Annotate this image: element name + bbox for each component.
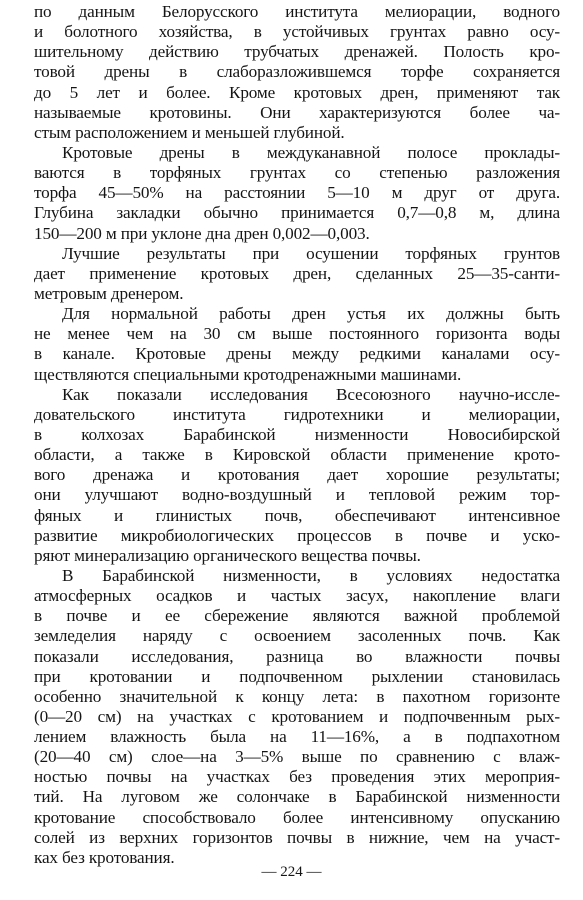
text-line: и болотного хозяйства, в устойчивых грунтах равно осу- <box>34 22 560 42</box>
text-line: (0—20 см) на участках с кротованием и подпочвенным рых- <box>34 706 560 726</box>
text-line: кротование способствовало более интенсивному опусканию <box>34 807 560 827</box>
text-line: торфа 45—50% на расстоянии 5—10 м друг от друга. <box>34 183 560 203</box>
text-line: (20—40 см) слое—на 3—5% выше по сравнению с влаж- <box>34 747 560 767</box>
text-line: ностью почвы на участках без проведения этих мероприя- <box>34 767 560 787</box>
text-line: в колхозах Барабинской низменности Новосибирской <box>34 424 560 444</box>
text-line: называемые кротовины. Они характеризуются более ча- <box>34 102 560 122</box>
page-number: — 224 — <box>261 864 322 880</box>
paragraph-start-line: Для нормальной работы дрен устья их должны быть <box>62 304 560 324</box>
text-line: ках без кротования. <box>34 847 175 867</box>
text-line: шительному действию трубчатых дренажей. Полость кро- <box>34 42 560 62</box>
text-line: при кротовании и подпочвенном рыхлении становилась <box>34 666 560 686</box>
text-line: Глубина закладки обычно принимается 0,7—0,8 м, длина <box>34 203 560 223</box>
text-line: по данным Белорусского института мелиорации, водного <box>34 2 560 21</box>
text-line: показали исследования, разница во влажности почвы <box>34 646 560 666</box>
text-line: ряют минерализацию органического вещества почвы. <box>34 545 421 565</box>
text-line: метровым дренером. <box>34 283 184 303</box>
text-line: солей из верхних горизонтов почвы в нижние, чем на участ- <box>34 827 560 847</box>
text-line: тий. На луговом же солончаке в Барабинской низменности <box>34 787 560 807</box>
text-line: развитие микробиологических процессов в почве и уско- <box>34 525 560 545</box>
text-line: атмосферных осадков и частых засух, накопление влаги <box>34 586 560 606</box>
text-line: области, а также в Кировской области применение крото- <box>34 445 560 465</box>
text-line: в почве и ее сбережение являются важной проблемой <box>34 606 560 626</box>
text-line: довательского института гидротехники и мелиорации, <box>34 404 560 424</box>
text-line: 150—200 м при уклоне дна дрен 0,002—0,003. <box>34 223 370 243</box>
text-line: вого дренажа и кротования дает хорошие результаты; <box>34 465 560 485</box>
text-line: дает применение кротовых дрен, сделанных 25—35-санти- <box>34 263 560 283</box>
paragraph-start-line: В Барабинской низменности, в условиях недостатка <box>62 565 560 585</box>
text-line: земледелия наряду с освоением засоленных почв. Как <box>34 626 560 646</box>
text-line: не менее чем на 30 см выше постоянного горизонта воды <box>34 324 560 344</box>
paragraph-start-line: Кротовые дрены в междуканавной полосе проклады- <box>62 142 560 162</box>
paragraph-start-line: Лучшие результаты при осушении торфяных грунтов <box>62 243 560 263</box>
body-text <box>34 2 560 868</box>
text-line: особенно значительной к концу лета: в пахотном горизонте <box>34 686 560 706</box>
text-line: они улучшают водно-воздушный и тепловой режим тор- <box>34 485 560 505</box>
text-line: лением влажность была на 11—16%, а в подпахотном <box>34 727 560 747</box>
text-line: в канале. Кротовые дрены между редкими каналами осу- <box>34 344 560 364</box>
text-line: до 5 лет и более. Кроме кротовых дрен, применяют так <box>34 82 560 102</box>
text-line: стым расположением и меньшей глубиной. <box>34 122 345 142</box>
text-line: товой дрены в слаборазложившемся торфе сохраняется <box>34 62 560 82</box>
text-line: ществляются специальными кротодренажными машинами. <box>34 364 462 384</box>
paragraph-start-line: Как показали исследования Всесоюзного научно-иссле- <box>62 384 560 404</box>
text-line: ваются в торфяных грунтах со степенью разложения <box>34 163 560 183</box>
text-line: фяных и глинистых почв, обеспечивают интенсивное <box>34 505 560 525</box>
